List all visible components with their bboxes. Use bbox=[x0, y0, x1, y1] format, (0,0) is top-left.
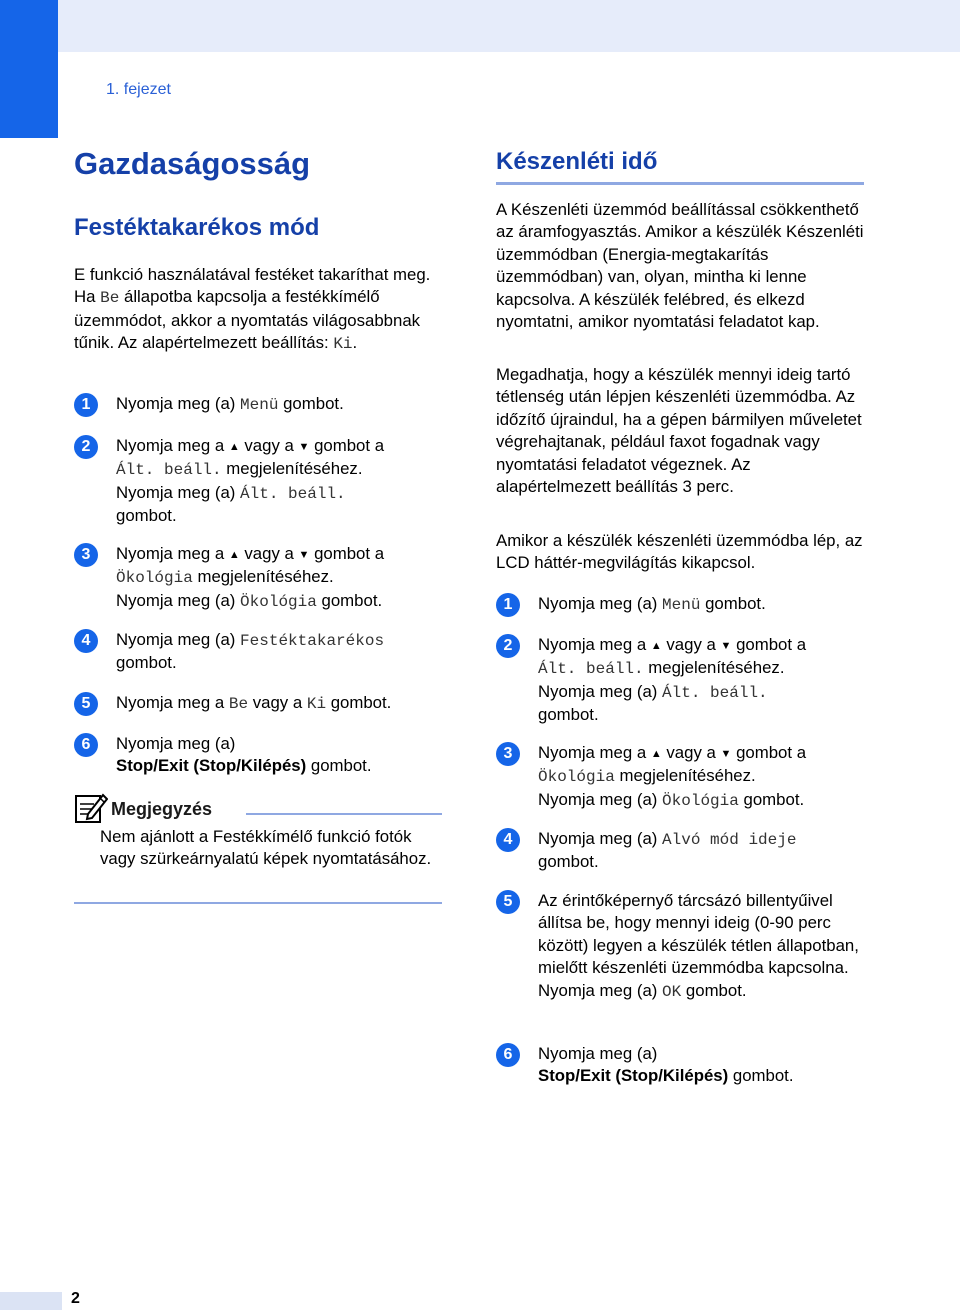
step-number-badge: 3 bbox=[496, 742, 520, 766]
section-title-toner-save: Festéktakarékos mód bbox=[74, 214, 320, 241]
up-arrow-icon: ▲ bbox=[650, 640, 662, 652]
step-number-badge: 1 bbox=[74, 393, 98, 417]
step-number-badge: 5 bbox=[74, 692, 98, 716]
footer-bar bbox=[0, 1292, 62, 1310]
chapter-tab-block bbox=[0, 0, 58, 138]
page-title: Gazdaságosság bbox=[74, 146, 311, 181]
page-number: 2 bbox=[71, 1290, 80, 1307]
section-title-underline bbox=[496, 182, 864, 185]
note-pencil-icon bbox=[74, 790, 108, 824]
step-text: Nyomja meg (a) Stop/Exit (Stop/Kilépés) gombot. bbox=[116, 734, 372, 776]
step-number-badge: 6 bbox=[496, 1043, 520, 1067]
down-arrow-icon: ▼ bbox=[720, 748, 732, 760]
step-text: Az érintőképernyő tárcsázó billentyűivel állítsa be, hogy mennyi ideig (0-90 perc között) legyen a készülék tétlen állapotban, mielőtt készenléti üzemmódba kapcsolna. Nyomja meg (a) OK gombot. bbox=[538, 891, 859, 1001]
up-arrow-icon: ▲ bbox=[650, 748, 662, 760]
step-text: Nyomja meg a ▲ vagy a ▼ gombot a Ökológia megjelenítéséhez. Nyomja meg (a) Ökológia gombot. bbox=[116, 544, 385, 611]
up-arrow-icon: ▲ bbox=[228, 441, 240, 453]
chapter-label: 1. fejezet bbox=[106, 81, 171, 98]
note-divider bbox=[246, 813, 442, 815]
down-arrow-icon: ▼ bbox=[298, 549, 310, 561]
step-number-badge: 2 bbox=[74, 435, 98, 459]
note-divider bbox=[74, 902, 442, 904]
toner-save-intro: E funkció használatával festéket takaríthat meg. Ha Be állapotba kapcsolja a festékkímélő üzemmódot, akkor a nyomtatás világosabbnak tűnik. Az alapértelmezett beállítás: Ki. bbox=[74, 265, 431, 354]
sleep-paragraph-1: A Készenléti üzemmód beállítással csökkenthető az áramfogyasztás. Amikor a készülék Készenléti üzemmódban (Energia-megtakarítás üzemmódban) van, olyan, mintha ki lenne kapcsolva. A készülék felébred, és elkezd nyomtatni, amikor nyomtatási feladatot kap. bbox=[496, 200, 864, 332]
note-title: Megjegyzés bbox=[111, 799, 213, 819]
down-arrow-icon: ▼ bbox=[298, 441, 310, 453]
step-text: Nyomja meg (a) Stop/Exit (Stop/Kilépés) gombot. bbox=[538, 1044, 794, 1086]
step-text: Nyomja meg (a) Menü gombot. bbox=[538, 594, 766, 614]
sleep-paragraph-2: Megadhatja, hogy a készülék mennyi ideig tartó tétlenség után lépjen készenléti üzemmódba. Az időzítő újraindul, ha a gépen bármilyen műveletet végrehajtanak, például faxot fogadnak vagy nyomtatási feladatot végeznek. Az alapértelmezett beállítás 3 perc. bbox=[496, 365, 862, 497]
down-arrow-icon: ▼ bbox=[720, 640, 732, 652]
step-text: Nyomja meg a ▲ vagy a ▼ gombot a Ált. beáll. megjelenítéséhez. Nyomja meg (a) Ált. beáll. gombot. bbox=[538, 635, 807, 725]
step-number-badge: 6 bbox=[74, 733, 98, 757]
note-text: Nem ajánlott a Festékkímélő funkció fotók vagy szürkeárnyalatú képek nyomtatásához. bbox=[100, 827, 432, 869]
header-band bbox=[0, 0, 960, 52]
step-text: Nyomja meg a ▲ vagy a ▼ gombot a Ált. beáll. megjelenítéséhez. Nyomja meg (a) Ált. beáll. gombot. bbox=[116, 436, 385, 526]
step-number-badge: 2 bbox=[496, 634, 520, 658]
step-number-badge: 4 bbox=[74, 629, 98, 653]
step-number-badge: 1 bbox=[496, 593, 520, 617]
step-number-badge: 5 bbox=[496, 890, 520, 914]
up-arrow-icon: ▲ bbox=[228, 549, 240, 561]
step-text: Nyomja meg (a) Alvó mód ideje gombot. bbox=[538, 829, 797, 872]
step-text: Nyomja meg a Be vagy a Ki gombot. bbox=[116, 693, 392, 713]
sleep-paragraph-3: Amikor a készülék készenléti üzemmódba lép, az LCD háttér-megvilágítás kikapcsol. bbox=[496, 531, 863, 573]
section-title-sleep-time: Készenléti idő bbox=[496, 148, 658, 175]
step-text: Nyomja meg a ▲ vagy a ▼ gombot a Ökológia megjelenítéséhez. Nyomja meg (a) Ökológia gombot. bbox=[538, 743, 807, 810]
step-number-badge: 4 bbox=[496, 828, 520, 852]
step-number-badge: 3 bbox=[74, 543, 98, 567]
step-text: Nyomja meg (a) Menü gombot. bbox=[116, 394, 344, 414]
step-text: Nyomja meg (a) Festéktakarékos gombot. bbox=[116, 630, 385, 673]
